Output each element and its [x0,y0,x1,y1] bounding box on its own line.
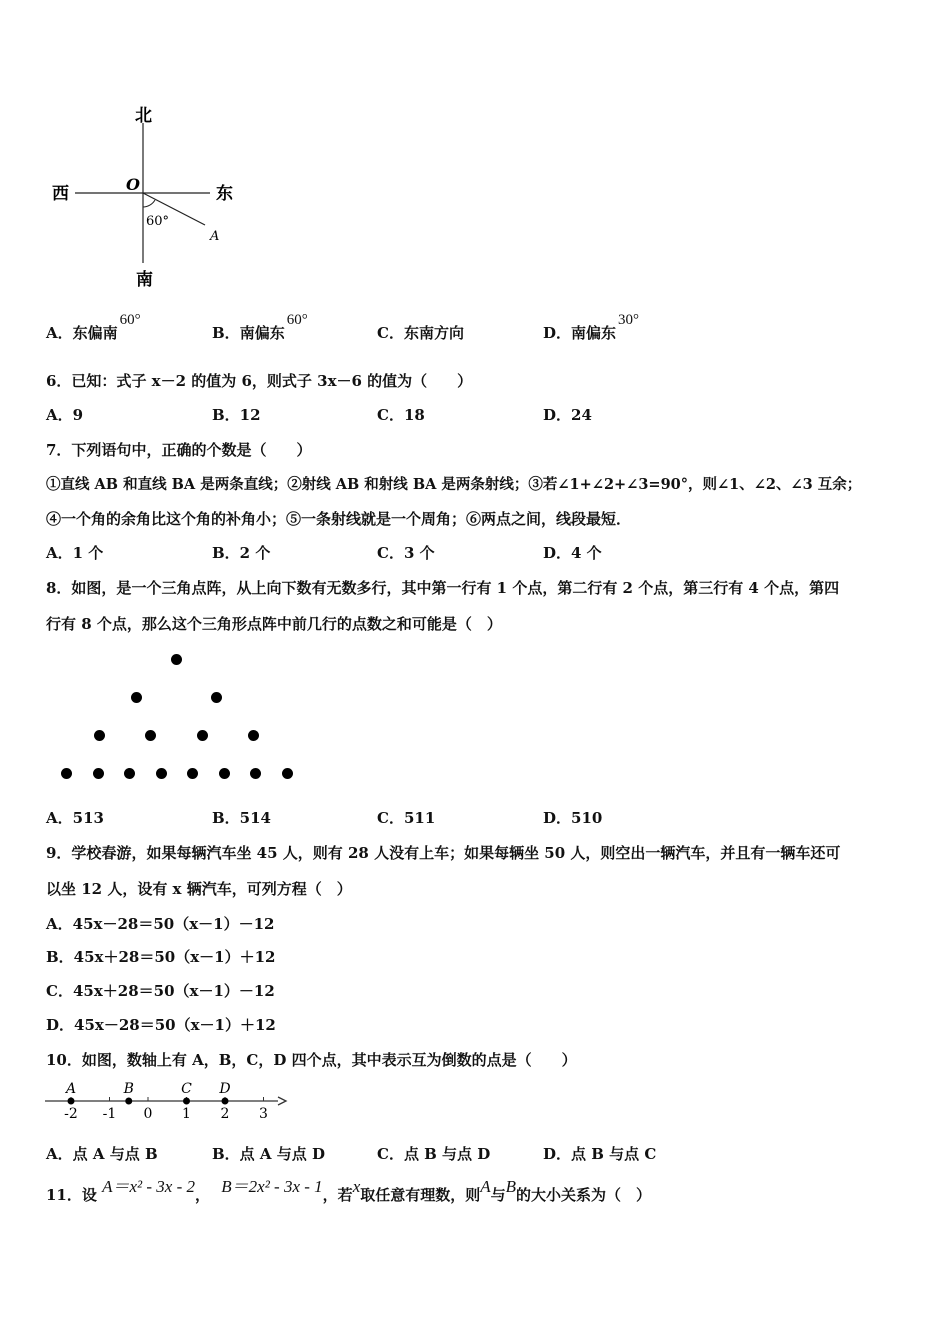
dot-row4-5 [187,768,198,779]
south-label: 南 [136,270,153,290]
var-x: x [352,1177,361,1196]
east-label: 东 [216,184,233,204]
point-d [222,1098,229,1105]
point-b [125,1098,132,1105]
west-label: 西 [52,184,69,204]
q9-option-c[interactable]: C．45x＋28＝50（x－1）－12 [46,982,275,1000]
q11-stem [46,1177,652,1205]
q11-yu: 与 [490,1186,506,1204]
q8-option-b[interactable]: B．514 [212,809,271,827]
option-letter: C． [377,324,404,342]
option-letter: D． [543,324,572,342]
q5-option-a[interactable] [46,312,141,343]
dot-row3-3 [197,730,208,741]
q10-option-c[interactable]: C．点 B 与点 D [377,1145,491,1163]
tick-label: 2 [220,1106,230,1122]
q8-option-c[interactable]: C．511 [377,809,436,827]
tick-label: 3 [259,1106,268,1122]
option-sup: 60° [119,312,141,328]
dot-row3-2 [145,730,156,741]
point-c [183,1098,190,1105]
tick-label: -1 [102,1106,117,1122]
north-label: 北 [135,106,152,126]
q7-option-d[interactable]: D．4 个 [543,544,602,562]
option-text: 南偏东 [571,324,617,342]
dot-row4-1 [61,768,72,779]
dot-row4-4 [156,768,167,779]
q11-mid2: 取任意有理数，则 [360,1186,481,1204]
angle-label: 60° [146,214,170,229]
point-a [68,1098,75,1105]
q5-option-b[interactable] [212,312,308,343]
point-label: D [219,1081,231,1097]
q10-stem: 10．如图，数轴上有 A，B，C，D 四个点，其中表示互为倒数的点是（ ） [46,1051,577,1069]
q8-stem-line2: 行有 8 个点，那么这个三角形点阵中前几行的点数之和可能是（ ） [46,615,502,633]
option-letter: B． [212,324,240,342]
dot-row4-7 [250,768,261,779]
q9-stem-line2: 以坐 12 人，设有 x 辆汽车，可列方程（ ） [46,880,352,898]
q11-comma: ， [195,1186,211,1204]
dot-row4-2 [93,768,104,779]
dot-row2-2 [211,692,222,703]
q7-stem: 7．下列语句中，正确的个数是（ ） [46,441,312,459]
q9-option-a[interactable]: A．45x－28＝50（x－1）－12 [46,915,275,933]
tick-label: 1 [182,1106,191,1122]
tick-label: -2 [64,1106,78,1122]
q8-stem-line1: 8．如图，是一个三角点阵，从上向下数有无数多行，其中第一行有 1 个点，第二行有 2 个点，第三行有 4 个点，第四 [46,579,840,597]
option-letter: A． [46,324,73,342]
q9-stem-line1: 9．学校春游，如果每辆汽车坐 45 人，则有 28 人没有上车；如果每辆坐 50 人，则空出一辆汽车，并且有一辆车还可 [46,844,841,862]
q10-option-a[interactable]: A．点 A 与点 B [46,1145,158,1163]
expr-a: A＝x² - 3x - 2 [102,1177,196,1196]
dot-row4-8 [282,768,293,779]
q8-option-a[interactable]: A．513 [46,809,104,827]
q5-option-c[interactable] [377,322,464,343]
q6-stem: 6．已知：式子 x－2 的值为 6，则式子 3x－6 的值为（ ） [46,372,473,390]
q7-statements-line2: ④一个角的余角比这个角的补角小；⑤一条射线就是一个周角；⑥两点之间，线段最短． [46,510,632,528]
q10-option-b[interactable]: B．点 A 与点 D [212,1145,325,1163]
dot-row2-1 [131,692,142,703]
option-sup: 30° [618,312,640,328]
dot-row3-1 [94,730,105,741]
number-line [40,1075,300,1125]
q7-option-c[interactable]: C．3 个 [377,544,435,562]
dot-row4-3 [124,768,135,779]
dot-row4-6 [219,768,230,779]
var-a: A [480,1177,491,1196]
q6-option-c[interactable]: C．18 [377,406,425,424]
point-label: A [65,1081,77,1097]
q7-option-b[interactable]: B．2 个 [212,544,271,562]
q9-option-b[interactable]: B．45x＋28＝50（x－1）＋12 [46,948,276,966]
q7-option-a[interactable]: A．1 个 [46,544,104,562]
q8-option-d[interactable]: D．510 [543,809,603,827]
dot-row3-4 [248,730,259,741]
axis-arrow [278,1097,286,1105]
dot-row1-1 [171,654,182,665]
q6-option-a[interactable]: A．9 [46,406,84,424]
angle-arc [143,200,155,207]
point-label: C [181,1081,192,1097]
option-text: 南偏东 [239,324,285,342]
option-text: 东偏南 [72,324,118,342]
q11-prefix: 11．设 [46,1186,97,1204]
q9-option-d[interactable]: D．45x－28＝50（x－1）＋12 [46,1016,276,1034]
origin-label: O [126,175,140,194]
q7-statements-line1: ①直线 AB 和直线 BA 是两条直线；②射线 AB 和射线 BA 是两条射线；③若∠1+∠2+∠3=90°，则∠1、∠2、∠3 互余； [46,476,862,493]
var-b: B [505,1177,517,1196]
point-label: B [123,1081,134,1097]
option-text: 东南方向 [403,324,464,342]
compass-figure [40,95,260,295]
expr-b: B＝2x² - 3x - 1 [221,1177,323,1196]
q11-mid: ，若 [322,1186,353,1204]
q5-option-d[interactable] [543,312,640,343]
tick-label: 0 [143,1106,153,1122]
option-sup: 60° [286,312,308,328]
q6-option-b[interactable]: B．12 [212,406,261,424]
point-a-label: A [210,229,220,244]
q11-end: 的大小关系为（ ） [516,1186,652,1204]
q10-option-d[interactable]: D．点 B 与点 C [543,1145,657,1163]
q6-option-d[interactable]: D．24 [543,406,592,424]
